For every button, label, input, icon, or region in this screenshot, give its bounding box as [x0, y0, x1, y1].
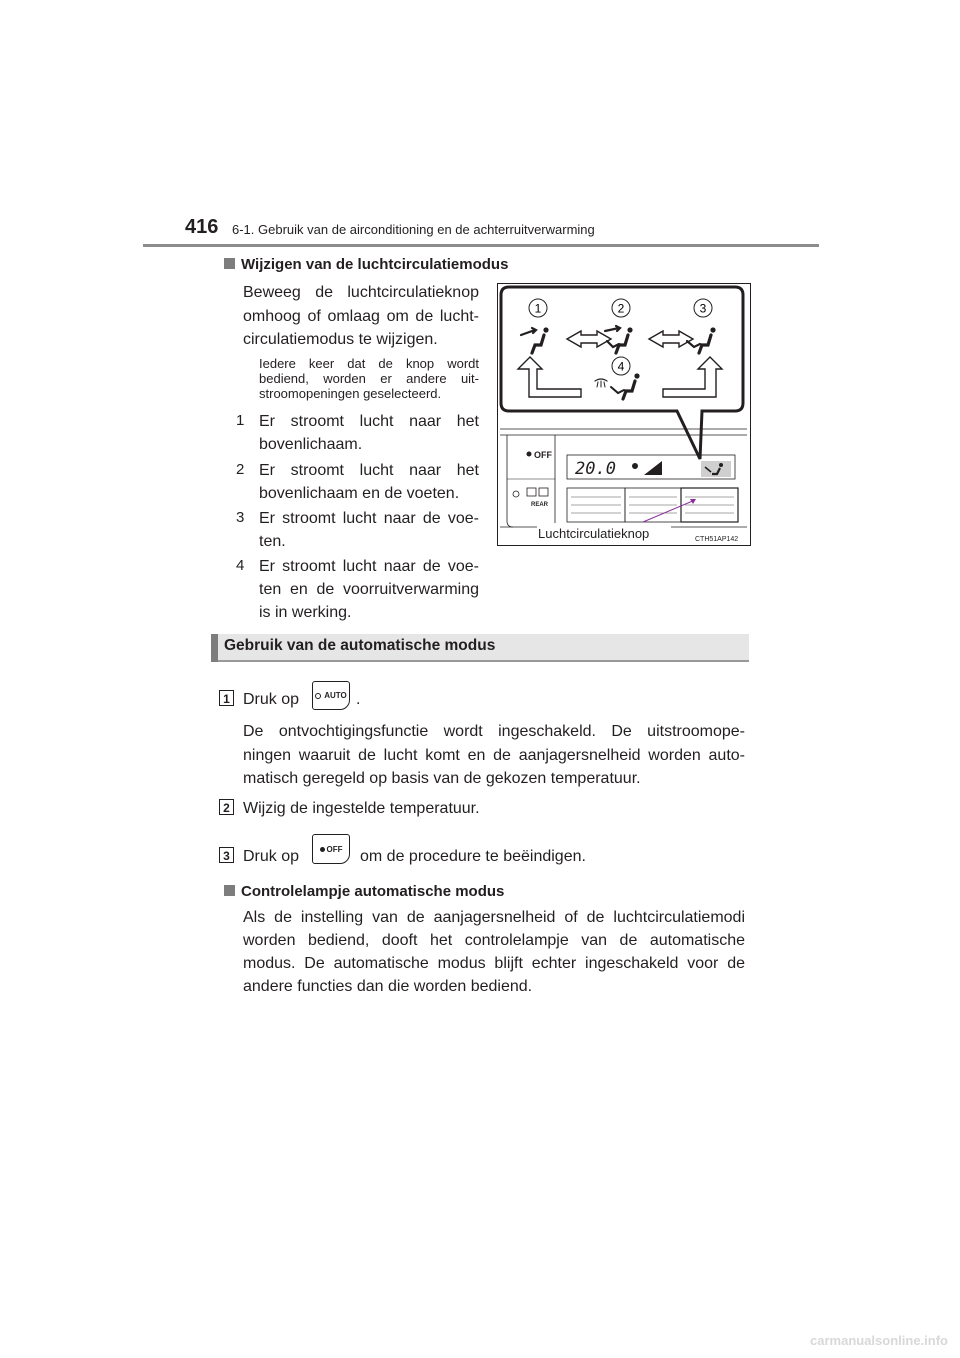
callout-number-2 — [612, 299, 630, 317]
square-bullet-icon — [224, 885, 235, 896]
indicator-line-4: andere functies dan die worden bediend. — [243, 978, 533, 995]
intro-line-3: circulatiemodus te wijzigen. — [243, 331, 438, 348]
section-header-accent — [211, 634, 218, 662]
header-rule — [143, 244, 819, 247]
step-3-post: om de procedure te beëindigen. — [360, 848, 586, 865]
callout-number-1 — [529, 299, 547, 317]
item-1-line-2: bovenlichaam. — [259, 436, 363, 453]
item-2-line-1: Er stroomt lucht naar het — [259, 462, 479, 479]
intro-line-2: omhoog of omlaag om de lucht- — [243, 308, 479, 325]
step-number-3: 3 — [219, 847, 234, 863]
fan-off-icon — [527, 452, 532, 457]
item-2-line-2: bovenlichaam en de voeten. — [259, 485, 460, 502]
section-heading-auto-indicator: Controlelampje automatische modus — [224, 883, 504, 900]
climate-control-figure — [497, 283, 751, 546]
step-3-pre: Druk op — [243, 848, 300, 865]
figure-code: CTH51AP142 — [695, 536, 739, 543]
watermark: carmanualsonline.info — [810, 1333, 948, 1348]
item-marker-2: 2 — [236, 461, 245, 478]
item-3-line-2: ten. — [259, 533, 286, 550]
indicator-line-2: worden bediend, dooft het controlelampje van de automatische — [243, 932, 745, 949]
item-3-line-1: Er stroomt lucht naar de voe- — [259, 510, 479, 527]
off-label: OFF — [534, 450, 552, 460]
svg-text:4: 4 — [617, 359, 625, 374]
item-marker-4: 4 — [236, 557, 245, 574]
temperature-display: 20.0 — [575, 459, 616, 479]
note-line-3: stroomopeningen geselecteerd. — [259, 386, 442, 401]
step-number-2: 2 — [219, 799, 234, 815]
step-2-text: Wijzig de ingestelde temperatuur. — [243, 800, 480, 817]
fan-off-button-icon: OFF — [312, 834, 350, 864]
item-marker-3: 3 — [236, 509, 245, 526]
section-heading-circulation: Wijzigen van de luchtcirculatiemodus — [224, 256, 508, 273]
section-header-title: Gebruik van de automatische modus — [224, 637, 496, 654]
square-bullet-icon — [224, 258, 235, 269]
note-line-1: Iedere keer dat de knop wordt — [259, 356, 479, 371]
step-1-desc-line-2: ningen waaruit de lucht komt en de aanjagersnelheid worden auto- — [243, 747, 745, 764]
knob-label: Luchtcirculatieknop — [538, 526, 650, 541]
note-line-2: bediend, worden er andere uit- — [259, 371, 479, 386]
item-4-line-3: is in werking. — [259, 604, 352, 621]
indicator-line-1: Als de instelling van de aanjagersnelheid of de luchtcirculatiemodi — [243, 909, 745, 926]
svg-text:1: 1 — [534, 301, 542, 316]
step-1-post: . — [356, 691, 361, 708]
indicator-line-3: modus. De automatische modus blijft echter ingeschakeld voor de — [243, 955, 745, 972]
svg-text:2: 2 — [617, 301, 625, 316]
step-1-desc-line-3: matisch geregeld op basis van de gekozen temperatuur. — [243, 770, 641, 787]
step-1-desc-line-1: De ontvochtigingsfunctie wordt ingeschakeld. De uitstroomope- — [243, 723, 745, 740]
page-number: 416 — [185, 216, 219, 238]
item-4-line-1: Er stroomt lucht naar de voe- — [259, 558, 479, 575]
svg-text:3: 3 — [699, 301, 707, 316]
auto-button-icon: AUTO — [312, 681, 350, 710]
callout-number-3 — [694, 299, 712, 317]
item-1-line-1: Er stroomt lucht naar het — [259, 413, 479, 430]
step-1-pre: Druk op — [243, 691, 300, 708]
rear-label: REAR — [531, 502, 549, 508]
step-number-1: 1 — [219, 690, 234, 706]
item-marker-1: 1 — [236, 412, 245, 429]
intro-line-1: Beweeg de luchtcirculatieknop — [243, 284, 479, 301]
callout-number-4 — [612, 357, 630, 375]
chapter-title: 6-1. Gebruik van de airconditioning en de achterruitverwarming — [232, 222, 595, 237]
item-4-line-2: ten en de voorruitverwarming — [259, 581, 479, 598]
